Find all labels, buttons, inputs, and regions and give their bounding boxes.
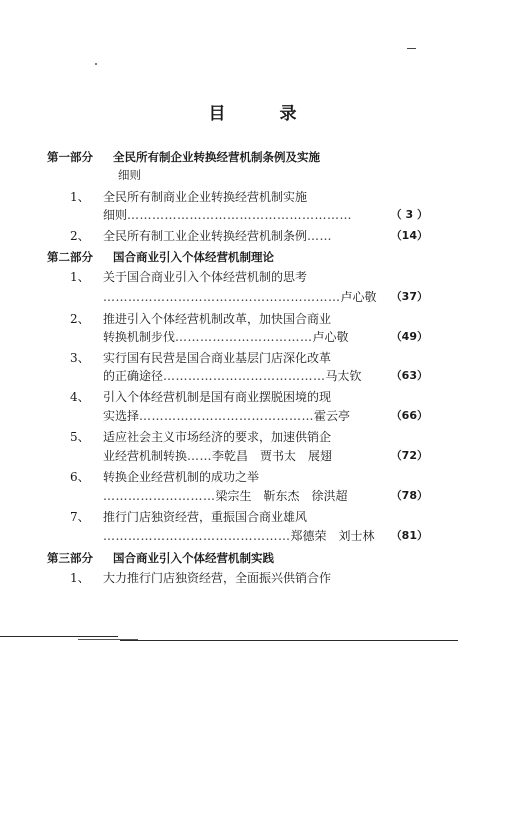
entry-title: 推进引入个体经营机制改革，加快国合商业 — [103, 312, 332, 326]
entry-page: （66） — [390, 409, 428, 422]
toc-entry-2-3 — [70, 351, 331, 365]
part-2-label: 第二部分 — [47, 250, 93, 264]
entry-author: 马太钦 — [325, 369, 362, 383]
toc-entry-2-6-cont — [103, 489, 428, 503]
entry-title: 实行国有民营是国合商业基层门店深化改革 — [103, 351, 332, 365]
part-1-heading — [47, 150, 320, 164]
toc-entry-2-5 — [70, 430, 331, 444]
corner-mark — [407, 48, 416, 49]
toc-entry-2-2-cont — [103, 330, 428, 344]
entry-number: 3、 — [70, 351, 90, 365]
entry-title: 全民所有制工业企业转换经营机制条例 — [103, 229, 308, 243]
entry-title: 大力推行门店独资经营，全面振兴供销合作 — [103, 571, 332, 585]
entry-author: 卢心敬 — [340, 290, 377, 304]
entry-title: 适应社会主义市场经济的要求，加速供销企 — [103, 430, 332, 444]
entry-page: （81） — [390, 529, 428, 542]
entry-page: （63） — [390, 369, 428, 382]
entry-number: 2、 — [70, 312, 90, 326]
page-edge-line — [0, 636, 118, 637]
toc-entry-2-7 — [70, 510, 307, 524]
entry-number: 4、 — [70, 390, 90, 404]
toc-entry-2-1 — [70, 270, 307, 284]
entry-author: 李乾昌 贾书太 展翅 — [212, 449, 333, 463]
dot-leader: …………………………… — [175, 330, 313, 344]
entry-page: （ 3 ） — [390, 208, 428, 221]
entry-title: 全民所有制商业企业转换经营机制实施 — [103, 190, 308, 204]
part-3-title: 国合商业引入个体经营机制实践 — [113, 551, 274, 565]
toc-entry-2-3-cont — [103, 369, 428, 383]
entry-page: （78） — [390, 489, 428, 502]
part-1-heading-cont: 细则 — [118, 168, 141, 182]
entry-title: 推行门店独资经营，重振国合商业雄风 — [103, 510, 308, 524]
entry-page: （72） — [390, 449, 428, 462]
dot-leader: …… — [307, 229, 333, 243]
entry-number: 1、 — [70, 270, 90, 284]
entry-author: 卢心敬 — [312, 330, 349, 344]
part-1-title: 全民所有制企业转换经营机制条例及实施 — [113, 150, 320, 164]
toc-entry-2-1-cont — [103, 290, 428, 304]
entry-number: 5、 — [70, 430, 90, 444]
toc-entry-2-4 — [70, 390, 331, 404]
entry-title-cont: 转换机制步伐 — [103, 330, 176, 344]
entry-title: 引入个体经营机制是国有商业摆脱困境的现 — [103, 390, 332, 404]
dot-leader: ………………………………………………… — [103, 290, 341, 304]
dot-leader: ……………………………………………… — [127, 208, 353, 222]
toc-entry-2-6 — [70, 470, 259, 484]
entry-title-cont: 实选择 — [103, 409, 140, 423]
dot-leader: ……………………………………… — [103, 529, 291, 543]
entry-title-cont: 的正确途径 — [103, 369, 164, 383]
toc-entry-2-2 — [70, 312, 331, 326]
entry-page: （49） — [390, 330, 428, 343]
toc-entry-1-1 — [70, 190, 307, 204]
toc-entry-2-7-cont — [103, 529, 428, 543]
part-3-heading — [47, 551, 274, 565]
dot-leader: ………………………………… — [163, 369, 326, 383]
dot-leader: ……………………… — [103, 489, 216, 503]
page-edge-line — [78, 639, 138, 640]
entry-page: （14） — [390, 229, 428, 242]
part-1-label: 第一部分 — [47, 150, 93, 164]
toc-entry-1-1-cont — [103, 208, 428, 222]
dot-leader: …… — [187, 449, 213, 463]
toc-entry-2-5-cont — [103, 449, 428, 463]
entry-author: 霍云亭 — [314, 409, 351, 423]
entry-number: 7、 — [70, 510, 90, 524]
toc-entry-2-4-cont — [103, 409, 428, 423]
entry-author: 郑德荣 刘士林 — [290, 529, 375, 543]
page-edge-line — [120, 640, 458, 641]
entry-title-cont: 细则 — [103, 208, 128, 222]
toc-entry-1-2 — [70, 229, 428, 243]
entry-number: 1、 — [70, 571, 90, 585]
page-title: 目 录 — [208, 104, 321, 124]
entry-number: 1、 — [70, 190, 90, 204]
scan-speck — [95, 63, 97, 65]
part-2-title: 国合商业引入个体经营机制理论 — [113, 250, 274, 264]
entry-page: （37） — [390, 290, 428, 303]
dot-leader: …………………………………… — [139, 409, 315, 423]
entry-title: 关于国合商业引入个体经营机制的思考 — [103, 270, 308, 284]
entry-title-cont: 业经营机制转换 — [103, 449, 188, 463]
entry-number: 6、 — [70, 470, 90, 484]
part-3-label: 第三部分 — [47, 551, 93, 565]
toc-entry-3-1 — [70, 571, 331, 585]
entry-title: 转换企业经营机制的成功之举 — [103, 470, 260, 484]
entry-author: 梁宗生 靳东杰 徐洪超 — [215, 489, 348, 503]
entry-number: 2、 — [70, 229, 90, 243]
part-2-heading — [47, 250, 274, 264]
